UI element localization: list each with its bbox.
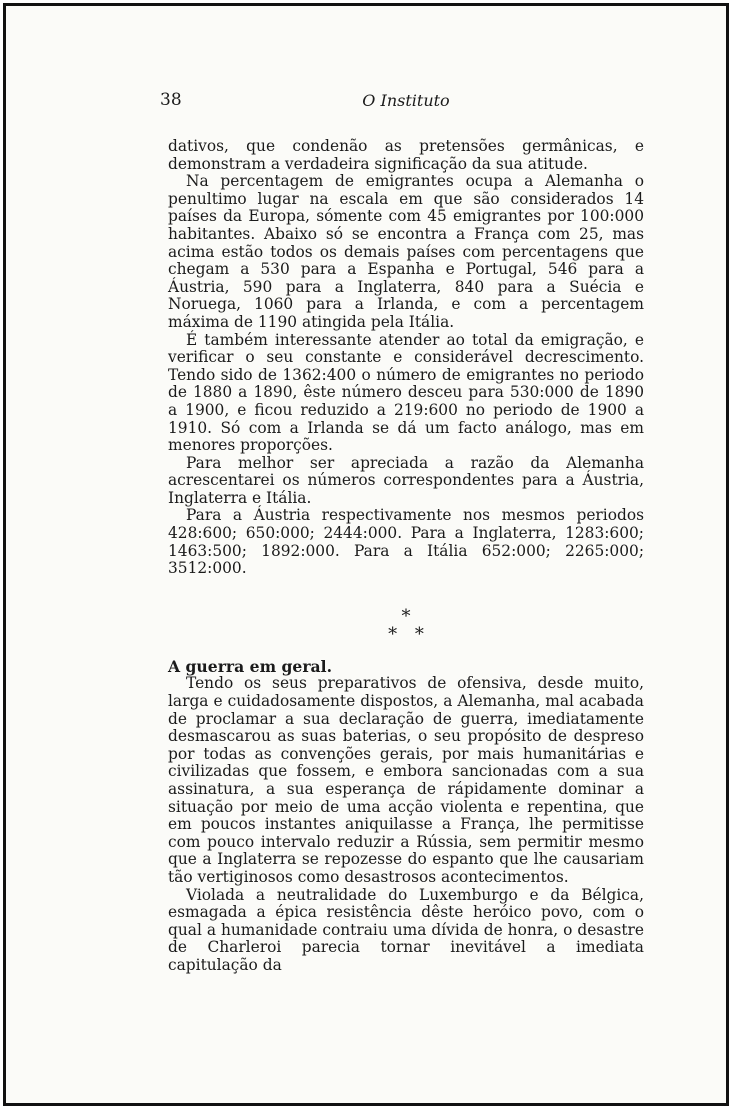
running-title: O Instituto <box>362 91 450 110</box>
section-ornament <box>168 605 644 645</box>
paragraph-1: dativos, que condenão as pretensões germânicas, e demonstram a verdadeira significação da sua atitude. <box>168 137 644 173</box>
document-page <box>160 90 644 975</box>
paragraph-5: Para a Áustria respectivamente nos mesmos periodos 428:600; 650:000; 2444:000. Para a Inglaterra, 1283:600; 1463:500; 1892:000. Para a Itália 652:000; 2265:000; 3512:000. <box>168 506 644 578</box>
paragraph-2: Na percentagem de emigrantes ocupa a Alemanha o penultimo lugar na escala em que são considerados 14 países da Europa, sómente com 45 emigrantes por 100:000 habitantes. Abaixo só se encontra a França com 25, mas acima estão todos os demais países com percentagens que chegam a 530 para a Espanha e Portugal, 546 para a Áustria, 590 para a Inglaterra, 840 para a Suécia e Noruega, 1060 para a Irlanda, e com a percentagem máxima de 1190 atingida pela Itália. <box>168 172 644 331</box>
page-header <box>160 90 644 114</box>
ornament-top: * <box>401 605 411 627</box>
page-number: 38 <box>160 90 182 110</box>
paragraph-3: É também interessante atender ao total da emigração, e verificar o seu constante e considerável decrescimento. Tendo sido de 1362:400 o número de emigrantes no periodo de 1880 a 1890, êste número desceu para 530:000 de 1890 a 1900, e ficou reduzido a 219:600 no periodo de 1900 a 1910. Só com a Irlanda se dá um facto análogo, mas em menores proporções. <box>168 330 644 455</box>
paragraph-4: Para melhor ser apreciada a razão da Alemanha acrescentarei os números correspondentes para a Áustria, Inglaterra e Itália. <box>168 453 644 507</box>
ornament-bottom: * * <box>388 623 424 645</box>
paragraph-7: Violada a neutralidade do Luxemburgo e da Bélgica, esmagada a épica resistência dêste heróico povo, com o qual a humanidade contraiu uma dívida de honra, o desastre de Charleroi parecia tornar inevitável a imediata capitulação da <box>168 885 644 974</box>
paragraph-6: Tendo os seus preparativos de ofensiva, desde muito, larga e cuidadosamente dispostos, a Alemanha, mal acabada de proclamar a sua declaração de guerra, imediatamente desmascarou as suas baterias, o seu propósito de despreso por todas as convenções gerais, por mais humanitárias e civilizadas que fossem, e embora sancionadas com a sua assinatura, a sua esperança de rápidamente dominar a situação por meio de uma acção violenta e repentina, que em poucos instantes aniquilasse a França, lhe permitisse com pouco intervalo reduzir a Rússia, sem permitir mesmo que a Inglaterra se repozesse do espanto que lhe causariam tão vertiginosos como desastrosos acontecimentos. <box>168 674 644 886</box>
section-heading: A guerra em geral. <box>168 656 333 676</box>
